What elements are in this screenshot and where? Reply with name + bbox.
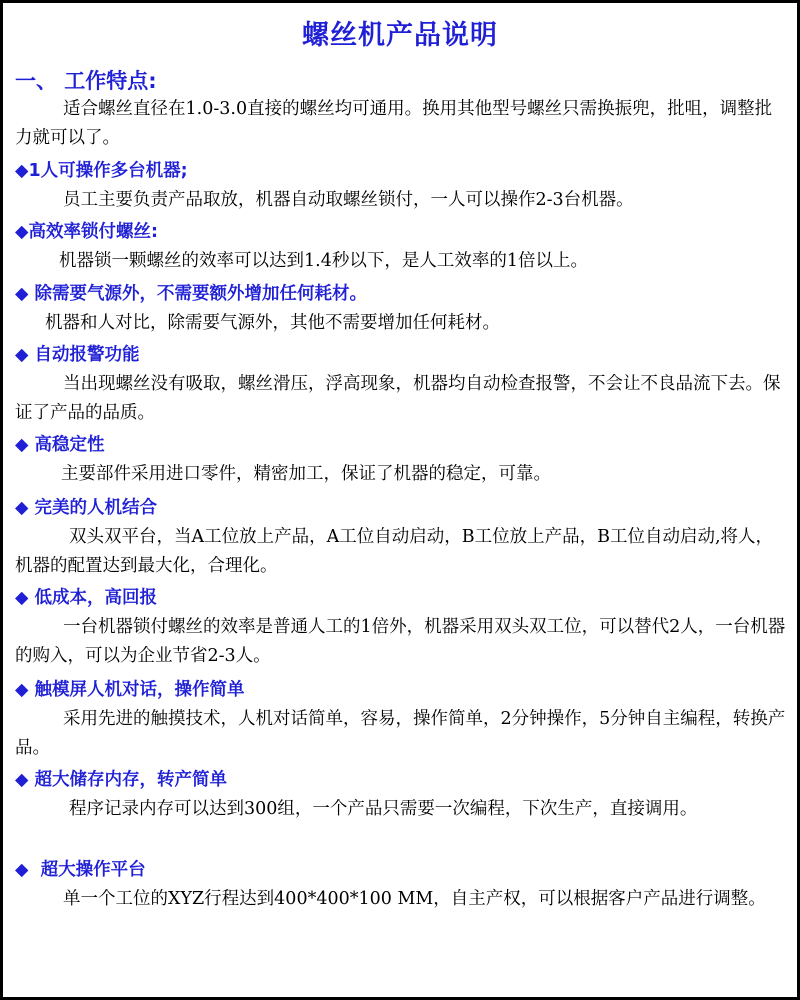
feature-text: 一台机器锁付螺丝的效率是普通人工的1倍外，机器采用双头双工位，可以替代2人，一台机器的购入，可以为企业节省2-3人。 <box>15 617 786 666</box>
feature-heading: ◆ 完美的人机结合 <box>15 498 158 518</box>
intro-paragraph: 适合螺丝直径在1.0-3.0直接的螺丝均可通用。换用其他型号螺丝只需换振兜，批咀，调整批力就可以了。 <box>15 99 773 148</box>
diamond-bullet-icon: ◆ <box>15 770 29 790</box>
feature-low-cost <box>15 583 787 671</box>
feature-large-platform <box>15 855 787 914</box>
feature-heading: ◆高效率锁付螺丝: <box>15 222 158 242</box>
diamond-bullet-icon: ◆ <box>15 222 29 242</box>
feature-text: 当出现螺丝没有吸取，螺丝滑压，浮高现象，机器均自动检查报警，不会让不良品流下去。保证了产品的品质。 <box>15 374 781 423</box>
feature-auto-alarm <box>15 340 787 428</box>
feature-text: 采用先进的触摸技术，人机对话简单，容易，操作简单，2分钟操作，5分钟自主编程，转换产品。 <box>15 709 786 758</box>
feature-text: 程序记录内存可以达到300组，一个产品只需要一次编程，下次生产，直接调用。 <box>69 799 698 819</box>
feature-human-machine <box>15 493 787 581</box>
diamond-bullet-icon: ◆ <box>15 161 29 181</box>
feature-text: 机器锁一颗螺丝的效率可以达到1.4秒以下，是人工效率的1倍以上。 <box>59 251 588 271</box>
feature-heading: ◆ 低成本，高回报 <box>15 588 158 608</box>
feature-heading: ◆ 高稳定性 <box>15 435 105 455</box>
diamond-bullet-icon: ◆ <box>15 680 29 700</box>
diamond-bullet-icon: ◆ <box>15 860 29 880</box>
feature-text: 双头双平台，当A工位放上产品，A工位自动启动，B工位放上产品，B工位自动启动,将人，机器的配置达到最大化，合理化。 <box>15 527 774 576</box>
feature-heading: ◆ 自动报警功能 <box>15 345 140 365</box>
feature-large-memory <box>15 765 787 824</box>
feature-text: 主要部件采用进口零件，精密加工，保证了机器的稳定，可靠。 <box>61 464 551 484</box>
diamond-bullet-icon: ◆ <box>15 345 29 365</box>
feature-heading: ◆ 超大储存内存，转产简单 <box>15 770 228 790</box>
diamond-bullet-icon: ◆ <box>15 498 29 518</box>
feature-high-efficiency <box>15 217 787 276</box>
feature-heading: ◆ 超大操作平台 <box>15 860 146 880</box>
diamond-bullet-icon: ◆ <box>15 588 29 608</box>
feature-heading: ◆1人可操作多台机器; <box>15 161 188 181</box>
feature-text: 单一个工位的XYZ行程达到400*400*100 MM，自主产权，可以根据客户产品进行调整。 <box>63 889 766 909</box>
feature-heading: ◆ 触模屏人机对话，操作简单 <box>15 680 245 700</box>
feature-text: 员工主要负责产品取放，机器自动取螺丝锁付，一人可以操作2-3台机器。 <box>63 190 634 210</box>
feature-text: 机器和人对比，除需要气源外，其他不需要增加任何耗材。 <box>45 313 500 333</box>
feature-no-consumables <box>15 279 787 338</box>
page-title: 螺丝机产品说明 <box>302 20 498 51</box>
diamond-bullet-icon: ◆ <box>15 435 29 455</box>
section-title: 一、 工作特点: <box>15 69 157 93</box>
feature-heading: ◆ 除需要气源外，不需要额外增加任何耗材。 <box>15 284 368 304</box>
feature-high-stability <box>15 430 787 489</box>
feature-touch-screen <box>15 675 787 763</box>
feature-operate-multiple <box>15 156 787 215</box>
diamond-bullet-icon: ◆ <box>15 284 29 304</box>
